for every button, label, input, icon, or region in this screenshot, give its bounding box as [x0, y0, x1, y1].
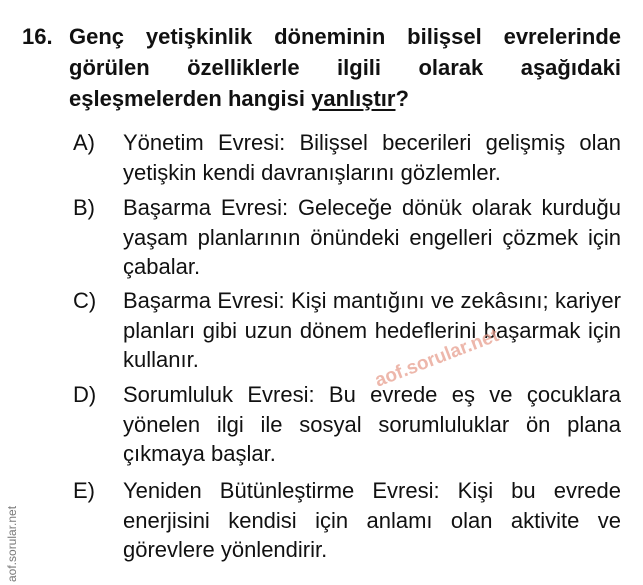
question-emphasis: yanlıştır — [311, 86, 396, 111]
option-a-text: Yönetim Evresi: Bilişsel becerileri gelişmiş olan yetişkin kendi davranışlarını gözlemler. — [123, 130, 621, 185]
option-c[interactable] — [73, 286, 621, 376]
option-c-letter: C) — [73, 288, 97, 313]
watermark-center: aof.sorular.net — [372, 325, 502, 392]
watermark-side: aof.sorular.net — [5, 505, 19, 582]
option-b[interactable] — [73, 193, 621, 283]
question-text — [69, 21, 621, 114]
question-stem: Genç yetişkinlik döneminin bilişsel evrelerinde görülen özelliklerle ilgili olarak aşağıdaki eşleşmelerden hangisi — [69, 24, 621, 111]
option-b-letter: B) — [73, 195, 95, 220]
option-c-text: Başarma Evresi: Kişi mantığını ve zekâsını; kariyer planları gibi uzun dönem hedeflerini başarmak için kullanır. — [123, 288, 621, 372]
option-d-letter: D) — [73, 382, 97, 407]
option-a-letter: A) — [73, 130, 95, 155]
option-e-letter: E) — [73, 478, 95, 503]
option-b-text: Başarma Evresi: Geleceğe dönük olarak kurduğu yaşam planlarının önündeki engelleri çözmek için çabalar. — [123, 195, 621, 279]
option-e-text: Yeniden Bütünleştirme Evresi: Kişi bu evrede enerjisini kendisi için anlamı olan aktivite ve görevlere yönlendirir. — [123, 478, 621, 562]
option-e[interactable] — [73, 476, 621, 566]
question-mark: ? — [395, 86, 409, 111]
question-number: 16. — [22, 24, 53, 49]
option-d[interactable] — [73, 380, 621, 470]
option-a[interactable] — [73, 128, 621, 188]
option-d-text: Sorumluluk Evresi: Bu evrede eş ve çocuklara yönelen ilgi ile sosyal sorumluluklar ön plana çıkmaya başlar. — [123, 382, 621, 466]
